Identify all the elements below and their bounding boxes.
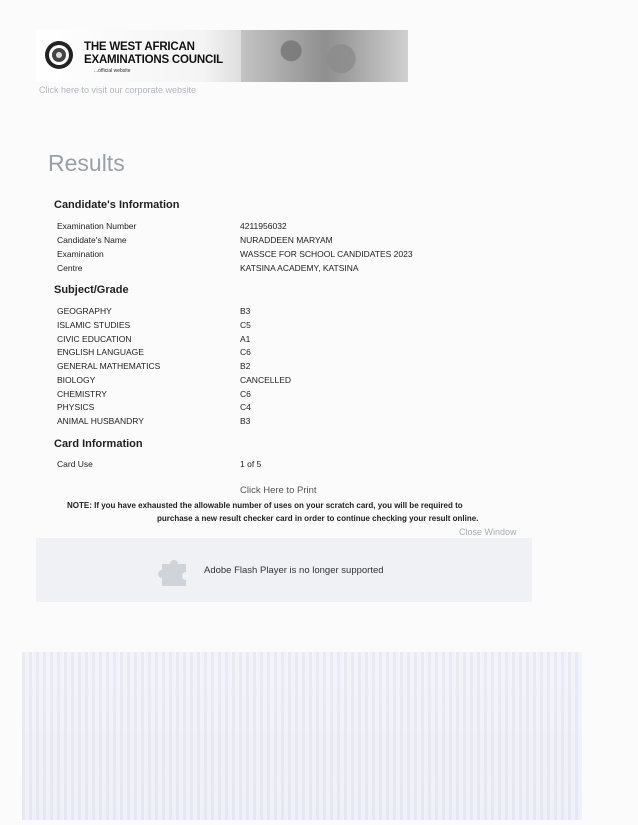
subject-name: GEOGRAPHY [57,306,112,316]
org-name-line1: THE WEST AFRICAN [84,41,195,53]
subject-grade: C6 [240,389,251,399]
flash-unsupported-message: Adobe Flash Player is no longer supported [204,565,384,576]
subject-name: PHYSICS [57,402,95,412]
subject-grade: C6 [240,347,251,357]
subject-grade: B2 [240,361,251,371]
corporate-website-link[interactable]: Click here to visit our corporate website [39,85,197,95]
note-line-2: purchase a new result checker card in order to continue checking your result online. [157,514,479,523]
field-value: 4211956032 [240,221,287,231]
close-window-link[interactable]: Close Window [459,527,517,537]
field-label: Centre [57,263,83,273]
subject-name: ISLAMIC STUDIES [57,320,131,330]
subject-grade: C5 [240,320,251,330]
field-value: NURADDEEN MARYAM [240,235,333,245]
subject-name: ENGLISH LANGUAGE [57,347,144,357]
scan-texture-area [22,652,582,820]
subject-name: CIVIC EDUCATION [57,334,132,344]
subject-grade: C4 [240,402,251,412]
subject-grade: A1 [240,334,251,344]
candidate-info-heading: Candidate's Information [54,199,180,211]
field-label: Candidate's Name [57,235,127,245]
subject-grade: CANCELLED [240,375,292,385]
header-photo [241,30,408,82]
waec-seal-logo [44,40,74,70]
subject-name: ANIMAL HUSBANDRY [57,416,144,426]
waec-header-banner [36,30,408,82]
field-label: Examination Number [57,221,137,231]
note-line-1: NOTE: If you have exhausted the allowable number of uses on your scratch card, you will be required to [67,501,463,510]
field-label: Examination [57,249,104,259]
subject-grade: B3 [240,306,251,316]
flash-plugin-placeholder [36,538,532,602]
official-website-tag: ...official website [94,68,131,74]
card-info-heading: Card Information [54,438,143,450]
field-value: KATSINA ACADEMY, KATSINA [240,263,359,273]
card-use-value: 1 of 5 [240,459,262,469]
subject-grade-heading: Subject/Grade [54,284,129,296]
subject-name: GENERAL MATHEMATICS [57,361,161,371]
page-title: Results [48,150,125,176]
subject-name: BIOLOGY [57,375,96,385]
org-name-line2: EXAMINATIONS COUNCIL [84,54,223,66]
print-link[interactable]: Click Here to Print [240,485,317,496]
card-use-label: Card Use [57,459,93,469]
subject-grade: B3 [240,416,251,426]
field-value: WASSCE FOR SCHOOL CANDIDATES 2023 [240,249,413,259]
puzzle-piece-icon [158,554,192,588]
subject-name: CHEMISTRY [57,389,107,399]
